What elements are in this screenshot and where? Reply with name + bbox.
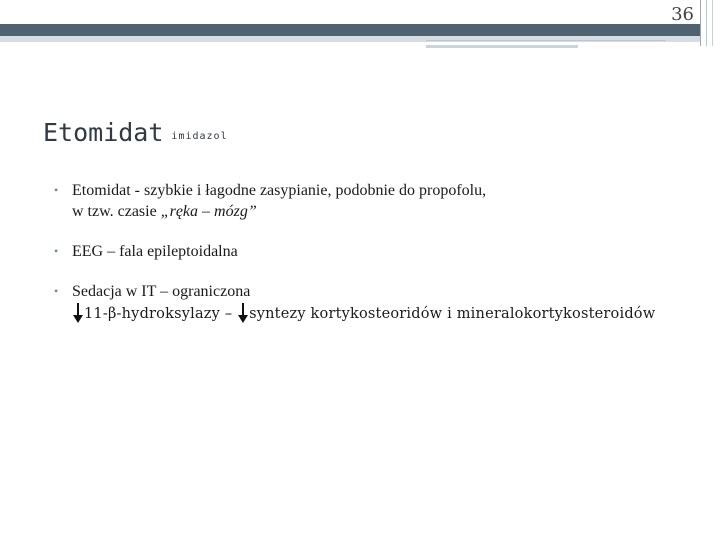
bullet-text-italic: „ręka – mózg” <box>160 203 257 220</box>
bullet-item <box>54 180 704 222</box>
bullet-list <box>54 180 704 344</box>
bullet-text-prefix: w tzw. czasie <box>72 203 161 220</box>
bullet-text: EEG – fala epileptoidalna <box>72 243 238 260</box>
header-bar-light <box>0 36 700 42</box>
page-number: 36 <box>671 4 694 25</box>
header-bar <box>0 24 700 36</box>
right-rule <box>712 0 713 46</box>
right-rule <box>706 0 707 46</box>
bullet-dot-icon: • <box>54 284 59 298</box>
down-arrow-icon <box>72 302 84 323</box>
right-rule <box>700 0 701 46</box>
title-subtitle: imidazol <box>171 131 228 142</box>
bullet-dot-icon: • <box>54 244 59 258</box>
bullet-text-line2 <box>72 201 704 222</box>
slide-title <box>43 118 228 147</box>
header-rule <box>426 40 666 41</box>
bullet-text: Sedacja w IT – ograniczona <box>72 283 251 300</box>
title-main: Etomidat <box>43 118 164 147</box>
bullet-item <box>54 281 704 325</box>
bullet-text: Etomidat - szybkie i łagodne zasypianie, podobnie do propofolu, <box>72 182 487 199</box>
down-arrow-icon <box>237 302 249 323</box>
header-accent-rule <box>426 45 578 48</box>
bullet-text-part1: 11-β-hydroksylazy – <box>84 306 238 322</box>
bullet-text-part2: syntezy kortykosteoridów i mineralokortykosteroidów <box>249 306 656 322</box>
bullet-item <box>54 241 704 262</box>
bullet-text-line2 <box>72 302 704 325</box>
bullet-dot-icon: • <box>54 183 59 197</box>
